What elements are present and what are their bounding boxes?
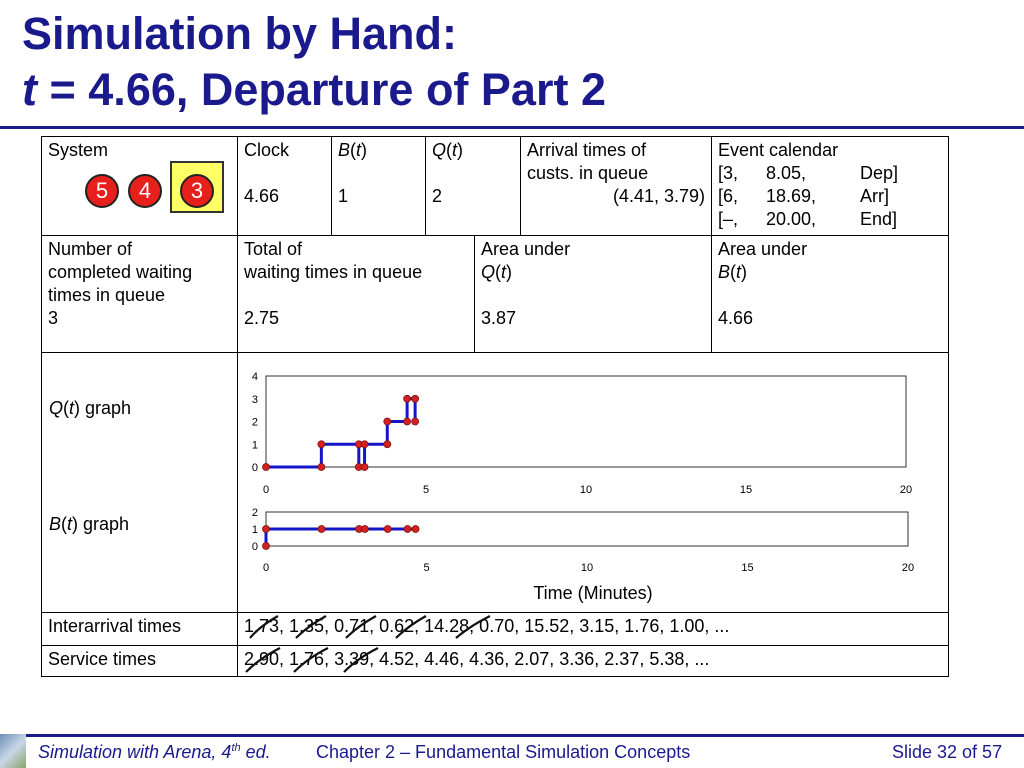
strike-mark-interarrival-1 <box>250 616 278 638</box>
bt-label: B(t) <box>338 140 368 160</box>
b-chart-x-tick-label: 0 <box>262 562 270 574</box>
area-q-line-1: Area under <box>481 239 571 259</box>
strike-mark-interarrival-2 <box>296 616 326 638</box>
arrivals-cell <box>520 136 712 236</box>
q-chart-data-point <box>412 395 419 402</box>
graph-label-cell <box>41 352 238 613</box>
system-label: System <box>48 140 109 160</box>
strike-mark-interarrival-4 <box>396 616 426 638</box>
completed-value: 3 <box>48 308 59 328</box>
event-calendar-label: Event calendar <box>718 140 839 160</box>
q-chart-data-point <box>384 441 391 448</box>
total-wait-cell <box>237 235 475 353</box>
clock-value: 4.66 <box>244 186 280 206</box>
q-chart-x-tick-label: 15 <box>739 484 753 496</box>
q-chart-x-tick-label: 20 <box>899 484 913 496</box>
footer-chapter: Chapter 2 – Fundamental Simulation Concepts <box>316 742 691 762</box>
title-line-2 <box>22 62 606 118</box>
strike-mark-service-1 <box>246 648 280 672</box>
book-logo <box>0 734 26 768</box>
total-wait-value: 2.75 <box>244 308 280 328</box>
q-chart <box>238 353 948 501</box>
b-chart-y-tick-label: 0 <box>251 541 258 553</box>
b-chart-data-point <box>384 526 391 533</box>
completed-line-2: completed waiting <box>48 262 193 282</box>
b-chart-data-point <box>318 526 325 533</box>
area-b-value: 4.66 <box>718 308 754 328</box>
b-chart-y-tick-label: 1 <box>251 524 258 536</box>
title-t: t <box>22 64 37 115</box>
area-q-value: 3.87 <box>481 308 517 328</box>
b-chart-data-point <box>361 526 368 533</box>
q-chart-data-point <box>318 464 325 471</box>
arrivals-values: (4.41, 3.79) <box>612 186 705 206</box>
arrivals-line-2: custs. in queue <box>527 163 649 183</box>
q-chart-x-tick-label: 10 <box>579 484 593 496</box>
q-chart-data-point <box>412 418 419 425</box>
q-chart-data-point <box>361 464 368 471</box>
interarrival-values: 1.73, 1.35, 0.71, 0.62, 14.28, 0.70, 15.52, 3.15, 1.76, 1.00, ... <box>244 616 730 636</box>
strike-mark-interarrival-3 <box>346 616 376 638</box>
bt-value: 1 <box>338 186 349 206</box>
clock-label: Clock <box>244 140 290 160</box>
clock-cell <box>237 136 332 236</box>
event-row: [3, 8.05, Dep] <box>718 163 899 183</box>
title-rule <box>0 126 1024 129</box>
x-axis-label: Time (Minutes) <box>533 583 653 603</box>
service-label: Service times <box>48 649 157 669</box>
q-chart-y-tick-label: 2 <box>251 416 258 429</box>
q-chart-data-point <box>263 464 270 471</box>
q-chart-y-tick-label: 4 <box>251 371 258 383</box>
interarrival-label: Interarrival times <box>48 616 182 636</box>
b-chart-data-point <box>263 543 270 550</box>
qt-value: 2 <box>432 186 443 206</box>
queue-part-2: 4 <box>128 174 162 208</box>
area-q-fn: Q(t) <box>481 262 513 282</box>
area-q-cell <box>474 235 712 353</box>
footer-slide: Slide 32 of 57 <box>892 742 1003 762</box>
q-chart-y-tick-label: 0 <box>251 462 258 474</box>
q-graph-label: Q(t) graph <box>49 398 132 418</box>
b-chart-data-point <box>404 526 411 533</box>
q-chart-data-point <box>404 395 411 402</box>
b-chart-x-tick-label: 20 <box>901 562 915 574</box>
completed-line-1: Number of <box>48 239 133 259</box>
title-line-1: Simulation by Hand: <box>22 8 458 59</box>
footer-rule <box>0 734 1024 737</box>
q-chart-plot-frame <box>266 376 906 467</box>
q-chart-x-tick-label: 5 <box>422 484 430 496</box>
service-label-cell <box>41 645 238 677</box>
q-chart-y-tick-label: 1 <box>251 439 258 452</box>
area-b-line-1: Area under <box>718 239 808 259</box>
b-chart-x-tick-label: 5 <box>423 562 430 574</box>
b-chart-data-point <box>412 526 419 533</box>
q-chart-x-tick-label: 0 <box>262 484 270 496</box>
strike-mark-service-2 <box>294 648 328 672</box>
b-chart-data-point <box>263 526 270 533</box>
qt-cell <box>425 136 521 236</box>
strike-marks <box>238 610 758 680</box>
b-chart-x-tick-label: 15 <box>741 562 754 574</box>
interarrival-label-cell <box>41 612 238 646</box>
slide-title <box>22 6 606 118</box>
strike-mark-interarrival-5 <box>456 616 490 638</box>
completed-cell <box>41 235 238 353</box>
q-chart-data-point <box>384 418 391 425</box>
area-b-fn: B(t) <box>718 262 748 282</box>
service-part: 3 <box>180 174 214 208</box>
b-chart <box>238 500 948 580</box>
b-chart-x-tick-label: 10 <box>580 562 594 574</box>
arrivals-line-1: Arrival times of <box>527 140 647 160</box>
title-rest: = 4.66, Departure of Part 2 <box>37 64 606 115</box>
strike-mark-service-3 <box>344 648 378 672</box>
q-chart-data-point <box>361 441 368 448</box>
completed-line-3: times in queue <box>48 285 166 305</box>
b-chart-y-tick-label: 2 <box>251 507 258 519</box>
area-b-cell <box>711 235 949 353</box>
q-chart-data-point <box>404 418 411 425</box>
q-chart-data-point <box>318 441 325 448</box>
event-calendar-cell <box>711 136 949 236</box>
footer <box>0 734 1024 768</box>
service-values: 2.90, 1.76, 3.39, 4.52, 4.46, 4.36, 2.07, 3.36, 2.37, 5.38, ... <box>244 649 710 669</box>
b-graph-label: B(t) graph <box>49 514 130 534</box>
event-row: [6, 18.69, Arr] <box>718 186 889 206</box>
total-wait-line-1: Total of <box>244 239 303 259</box>
bt-cell <box>331 136 426 236</box>
qt-label: Q(t) <box>432 140 464 160</box>
q-chart-y-tick-label: 3 <box>251 393 258 406</box>
total-wait-line-2: waiting times in queue <box>244 262 423 282</box>
event-row: [–, 20.00, End] <box>718 209 898 229</box>
queue-part-1: 5 <box>85 174 119 208</box>
footer-book: Simulation with Arena, 4th ed. <box>38 742 271 762</box>
